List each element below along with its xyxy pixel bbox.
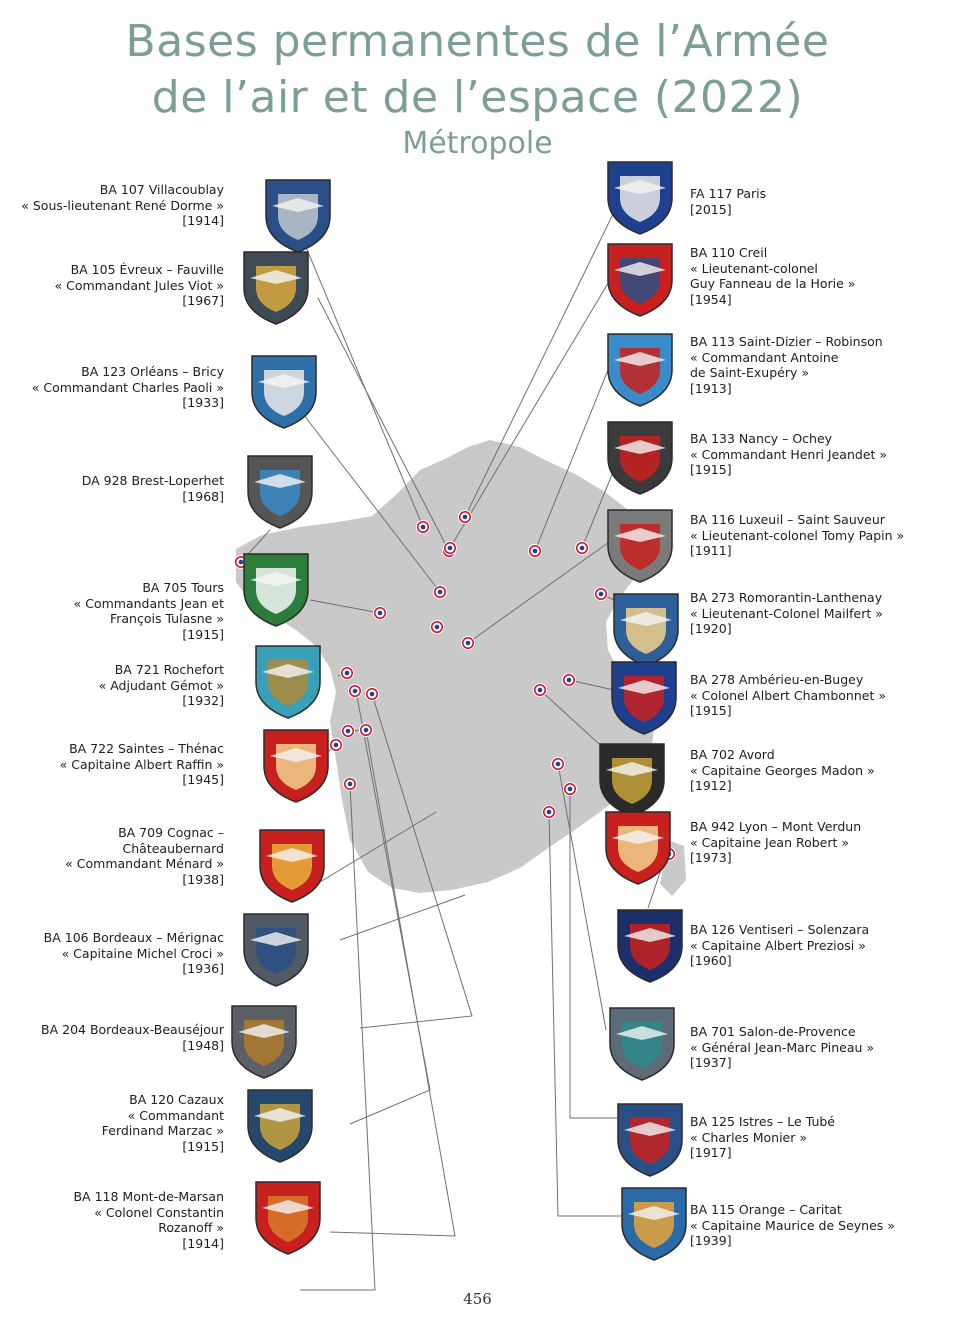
base-label-line: « Commandant Antoine bbox=[690, 349, 839, 365]
base-label-ba702 bbox=[690, 747, 875, 794]
base-label-line: BA 721 Rochefort bbox=[114, 662, 224, 677]
base-label-line: [1915] bbox=[690, 703, 732, 718]
base-label-ba204 bbox=[41, 1022, 224, 1053]
base-label-line: BA 110 Creil bbox=[690, 245, 768, 260]
base-label-line: [1954] bbox=[690, 291, 732, 307]
title-line-1: Bases permanentes de l’Armée bbox=[125, 16, 830, 67]
base-label-line: BA 204 Bordeaux-Beauséjour bbox=[41, 1022, 224, 1037]
base-marker bbox=[374, 607, 387, 620]
base-label-line: BA 123 Orléans – Bricy bbox=[81, 364, 224, 379]
winged-roundel-icon bbox=[600, 744, 664, 816]
base-label-ba116 bbox=[690, 512, 904, 559]
base-label-line: BA 942 Lyon – Mont Verdun bbox=[690, 819, 862, 834]
base-marker bbox=[595, 588, 608, 601]
base-label-line: « Commandant Jules Viot » bbox=[54, 277, 224, 293]
base-label-line: [1936] bbox=[182, 961, 224, 976]
winged-shield-icon bbox=[244, 914, 308, 986]
page-number: 456 bbox=[463, 1290, 492, 1308]
base-label-line: [1948] bbox=[182, 1037, 224, 1053]
ba113-plane-icon bbox=[608, 334, 672, 406]
base-label-line: « Commandants Jean et bbox=[73, 595, 224, 611]
base-label-ba273 bbox=[690, 590, 883, 637]
title-block bbox=[0, 14, 955, 164]
base-label-line: FA 117 Paris bbox=[690, 186, 767, 201]
lion-shield-icon bbox=[606, 812, 670, 884]
base-marker bbox=[434, 586, 447, 599]
base-label-line: « Commandant Charles Paoli » bbox=[31, 379, 224, 395]
base-label-ba105 bbox=[54, 262, 224, 309]
base-label-line: « Adjudant Gémot » bbox=[98, 677, 224, 693]
base-label-line: « Capitaine Maurice de Seynes » bbox=[690, 1217, 895, 1233]
base-label-line: [1913] bbox=[690, 380, 732, 396]
base-label-line: « Colonel Constantin bbox=[94, 1204, 224, 1220]
owl-ermine-shield-icon bbox=[248, 456, 312, 528]
base-label-line: BA 702 Avord bbox=[690, 747, 775, 762]
base-marker bbox=[534, 684, 547, 697]
base-label-line: « Capitaine Albert Raffin » bbox=[59, 756, 224, 772]
base-label-line: BA 722 Saintes – Thénac bbox=[69, 741, 224, 756]
base-marker bbox=[529, 545, 542, 558]
base-label-ba106 bbox=[44, 930, 224, 977]
base-label-ba942 bbox=[690, 819, 861, 866]
base-label-line: [1938] bbox=[182, 871, 224, 887]
base-label-line: BA 118 Mont-de-Marsan bbox=[73, 1189, 224, 1204]
base-label-line: Châteaubernard bbox=[122, 840, 224, 856]
base-marker bbox=[444, 542, 457, 555]
base-label-ba125 bbox=[690, 1114, 835, 1161]
base-label-line: BA 126 Ventiseri – Solenzara bbox=[690, 922, 870, 937]
base-marker bbox=[563, 674, 576, 687]
red-shield-griffin-icon bbox=[264, 730, 328, 802]
red-shield-jet-icon bbox=[608, 244, 672, 316]
shield-plane-icon bbox=[252, 356, 316, 428]
subtitle: Métropole bbox=[402, 126, 553, 161]
base-label-ba115 bbox=[690, 1202, 895, 1249]
base-marker bbox=[552, 758, 565, 771]
base-label-ba126 bbox=[690, 922, 869, 969]
base-label-line: « Colonel Albert Chambonnet » bbox=[690, 687, 886, 703]
base-label-line: BA 278 Ambérieu-en-Bugey bbox=[690, 672, 864, 687]
squirrel-shield-icon bbox=[256, 1182, 320, 1254]
base-label-line: BA 125 Istres – Le Tubé bbox=[690, 1114, 835, 1129]
winged-emblem-icon bbox=[248, 1090, 312, 1162]
winged-gear-icon bbox=[232, 1006, 296, 1078]
orange-shield-icon bbox=[622, 1188, 686, 1260]
base-label-line: BA 113 Saint-Dizier – Robinson bbox=[690, 334, 883, 349]
base-label-ba709 bbox=[65, 825, 224, 887]
base-label-line: [1960] bbox=[690, 953, 732, 968]
base-label-line: « Capitaine Michel Croci » bbox=[61, 945, 224, 961]
base-label-line: [1915] bbox=[182, 626, 224, 642]
base-marker bbox=[431, 621, 444, 634]
winged-globe-icon bbox=[266, 180, 330, 252]
base-label-line: [1915] bbox=[182, 1138, 224, 1154]
base-marker bbox=[366, 688, 379, 701]
base-marker bbox=[459, 511, 472, 524]
base-label-ba110 bbox=[690, 245, 855, 307]
base-marker bbox=[462, 637, 475, 650]
base-label-ba120 bbox=[102, 1092, 224, 1154]
base-label-ba107 bbox=[21, 182, 224, 229]
base-label-line: [1968] bbox=[182, 488, 224, 504]
base-label-ba722 bbox=[60, 741, 224, 788]
blue-shield-beast-icon bbox=[614, 594, 678, 666]
base-label-line: BA 120 Cazaux bbox=[129, 1092, 224, 1107]
base-label-ba701 bbox=[690, 1024, 874, 1071]
base-label-line: [1914] bbox=[182, 1235, 224, 1251]
base-marker bbox=[360, 724, 373, 737]
compass-shield-icon bbox=[618, 910, 682, 982]
base-label-line: « Commandant bbox=[127, 1107, 224, 1123]
base-label-line: « Capitaine Georges Madon » bbox=[690, 762, 875, 778]
base-label-line: BA 115 Orange – Caritat bbox=[690, 1202, 842, 1217]
base-label-line: [1914] bbox=[182, 213, 224, 228]
base-label-line: [1917] bbox=[690, 1145, 732, 1160]
base-label-line: BA 709 Cognac – bbox=[118, 825, 224, 840]
base-label-line: BA 273 Romorantin-Lanthenay bbox=[690, 590, 883, 605]
base-marker bbox=[344, 778, 357, 791]
wolf-shield-icon bbox=[618, 1104, 682, 1176]
base-label-line: Ferdinand Marzac » bbox=[101, 1123, 224, 1138]
base-label-ba721 bbox=[99, 662, 224, 709]
base-label-line: de Saint-Exupéry » bbox=[690, 365, 810, 380]
base-label-fa117 bbox=[690, 186, 766, 217]
base-label-line: [2015] bbox=[690, 201, 732, 217]
base-label-line: « Général Jean-Marc Pineau » bbox=[690, 1039, 875, 1055]
eagle-shield-icon bbox=[260, 830, 324, 902]
base-label-line: « Capitaine Albert Preziosi » bbox=[690, 937, 866, 953]
base-label-line: « Lieutenant-colonel bbox=[690, 260, 818, 276]
base-label-line: BA 105 Évreux – Fauville bbox=[70, 262, 224, 277]
base-label-line: « Commandant Henri Jeandet » bbox=[690, 446, 888, 462]
base-label-line: Guy Fanneau de la Horie » bbox=[690, 276, 856, 291]
base-label-ba118 bbox=[73, 1189, 224, 1251]
owl-eagle-roundel-icon bbox=[244, 252, 308, 324]
base-marker bbox=[342, 725, 355, 738]
base-label-line: « Sous-lieutenant René Dorme » bbox=[21, 197, 224, 213]
base-label-line: « Lieutenant-colonel Tomy Papin » bbox=[690, 527, 905, 543]
roundel-fleur-icon bbox=[608, 162, 672, 234]
base-label-line: BA 116 Luxeuil – Saint Sauveur bbox=[690, 512, 885, 527]
base-marker bbox=[341, 667, 354, 680]
base-label-ba113 bbox=[690, 334, 883, 396]
base-label-line: [1915] bbox=[690, 462, 732, 477]
base-label-line: DA 928 Brest-Loperhet bbox=[81, 473, 224, 488]
base-label-line: [1967] bbox=[182, 293, 224, 308]
base-label-line: [1911] bbox=[690, 543, 732, 558]
base-label-line: [1933] bbox=[182, 395, 224, 410]
base-label-line: BA 133 Nancy – Ochey bbox=[690, 431, 833, 446]
base-label-ba278 bbox=[690, 672, 886, 719]
base-marker bbox=[543, 806, 556, 819]
base-label-line: Rozanoff » bbox=[158, 1220, 224, 1235]
base-label-line: [1937] bbox=[690, 1055, 732, 1070]
thistle-shield-icon bbox=[608, 422, 672, 494]
base-marker bbox=[564, 783, 577, 796]
base-marker bbox=[349, 685, 362, 698]
base-label-line: BA 705 Tours bbox=[142, 580, 224, 595]
base-label-line: « Charles Monier » bbox=[690, 1129, 807, 1145]
base-label-line: [1945] bbox=[182, 772, 224, 787]
base-label-line: « Commandant Ménard » bbox=[65, 856, 224, 871]
base-label-line: [1912] bbox=[690, 778, 732, 793]
base-label-line: BA 106 Bordeaux – Mérignac bbox=[43, 930, 224, 945]
title-line-2: de l’air et de l’espace (2022) bbox=[151, 72, 804, 123]
base-label-ba123 bbox=[32, 364, 224, 411]
base-label-line: « Capitaine Jean Robert » bbox=[690, 834, 850, 850]
base-marker bbox=[576, 542, 589, 555]
base-marker bbox=[417, 521, 430, 534]
base-label-line: [1932] bbox=[182, 693, 224, 708]
base-marker bbox=[330, 739, 343, 752]
base-label-line: BA 107 Villacoublay bbox=[99, 182, 224, 197]
base-label-ba133 bbox=[690, 431, 887, 478]
eagle-globe-icon bbox=[610, 1008, 674, 1080]
base-label-line: BA 701 Salon-de-Provence bbox=[690, 1024, 856, 1039]
base-label-line: [1939] bbox=[690, 1233, 732, 1248]
base-label-line: « Lieutenant-Colonel Mailfert » bbox=[690, 605, 883, 621]
base-label-line: [1920] bbox=[690, 621, 732, 636]
base-label-line: [1973] bbox=[690, 850, 732, 865]
base-label-ba705 bbox=[74, 580, 224, 642]
gear-eagle-icon bbox=[256, 646, 320, 718]
base-label-line: François Tulasne » bbox=[109, 611, 224, 626]
base-label-da928 bbox=[82, 473, 224, 504]
